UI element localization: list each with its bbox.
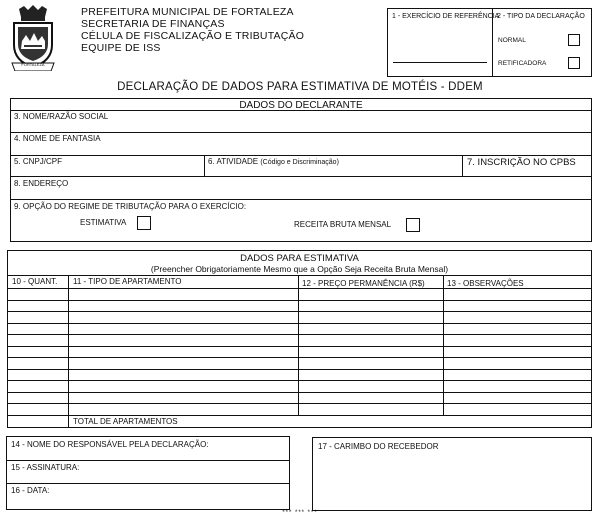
field-17-carimbo[interactable]: 17 - CARIMBO DO RECEBEDOR (318, 442, 439, 451)
tipo-declaracao-label: 2 - TIPO DA DECLARAÇÃO (497, 13, 585, 20)
table-row-line (7, 311, 592, 312)
receita-bruta-checkbox[interactable] (406, 218, 420, 232)
field-8-endereco[interactable]: 8. ENDEREÇO (14, 179, 69, 188)
table-row-line (7, 392, 592, 393)
exercicio-line (393, 62, 487, 63)
retificadora-label: RETIFICADORA (498, 60, 547, 67)
col-10-quant: 10 - QUANT. (12, 277, 58, 286)
field-16-data[interactable]: 16 - DATA: (11, 486, 50, 495)
field-3-nome-razao-social[interactable]: 3. NOME/RAZÃO SOCIAL (14, 112, 109, 121)
field-6-sub: (Código e Discriminação) (260, 159, 339, 166)
table-row-line (7, 300, 592, 301)
field-5-cnpj-cpf[interactable]: 5. CNPJ/CPF (14, 157, 63, 166)
field-7-inscricao-cpbs[interactable]: 7. INSCRIÇÃO NO CPBS (467, 157, 576, 168)
seal-ribbon-text: FORTALEZA (21, 62, 45, 67)
retificadora-checkbox[interactable] (568, 57, 580, 69)
table-row-line (7, 415, 592, 416)
field-14-responsavel[interactable]: 14 - NOME DO RESPONSÁVEL PELA DECLARAÇÃO: (11, 440, 209, 449)
field-6-atividade[interactable] (208, 158, 339, 166)
declarante-heading: DADOS DO DECLARANTE (239, 100, 363, 111)
table-row-line (7, 357, 592, 358)
exercicio-label: 1 - EXERCÍCIO DE REFERÊNCIA (392, 13, 500, 20)
footer-mark: *** *** *** (282, 510, 318, 516)
header-line-3: CÉLULA DE FISCALIZAÇÃO E TRIBUTAÇÃO (81, 30, 305, 42)
estimativa-heading: DADOS PARA ESTIMATIVA (240, 253, 359, 264)
total-apartamentos-label: TOTAL DE APARTAMENTOS (73, 417, 178, 426)
header-line-2: SECRETARIA DE FINANÇAS (81, 18, 225, 30)
table-row-line (7, 346, 592, 347)
col-13-observacoes: 13 - OBSERVAÇÕES (447, 279, 524, 288)
estimativa-label: ESTIMATIVA (80, 218, 127, 227)
col-11-tipo-apartamento: 11 - TIPO DE APARTAMENTO (73, 277, 182, 286)
receita-bruta-label: RECEITA BRUTA MENSAL (294, 220, 392, 229)
estimativa-checkbox[interactable] (137, 216, 151, 230)
header-line-4: EQUIPE DE ISS (81, 42, 161, 54)
form-title: DECLARAÇÃO DE DADOS PARA ESTIMATIVA DE MOTÉIS - DDEM (117, 81, 483, 93)
normal-label: NORMAL (498, 37, 526, 44)
table-row-line (7, 369, 592, 370)
col-12-preco-permanencia: 12 - PREÇO PERMANÊNCIA (R$) (302, 279, 425, 288)
field-4-nome-fantasia[interactable]: 4. NOME DE FANTASIA (14, 134, 101, 143)
field-9-opcao-regime: 9. OPÇÃO DO REGIME DE TRIBUTAÇÃO PARA O EXERCÍCIO: (14, 202, 247, 211)
normal-checkbox[interactable] (568, 34, 580, 46)
header-line-1: PREFEITURA MUNICIPAL DE FORTALEZA (81, 6, 294, 18)
table-row-line (7, 334, 592, 335)
table-row-line (7, 403, 592, 404)
table-row-line (7, 323, 592, 324)
estimativa-subheading: (Preencher Obrigatoriamente Mesmo que a Opção Seja Receita Bruta Mensal) (150, 264, 449, 274)
field-6-label: 6. ATIVIDADE (208, 157, 259, 166)
table-row-line (7, 380, 592, 381)
table-row-line (7, 288, 592, 289)
field-15-assinatura[interactable]: 15 - ASSINATURA: (11, 463, 80, 472)
